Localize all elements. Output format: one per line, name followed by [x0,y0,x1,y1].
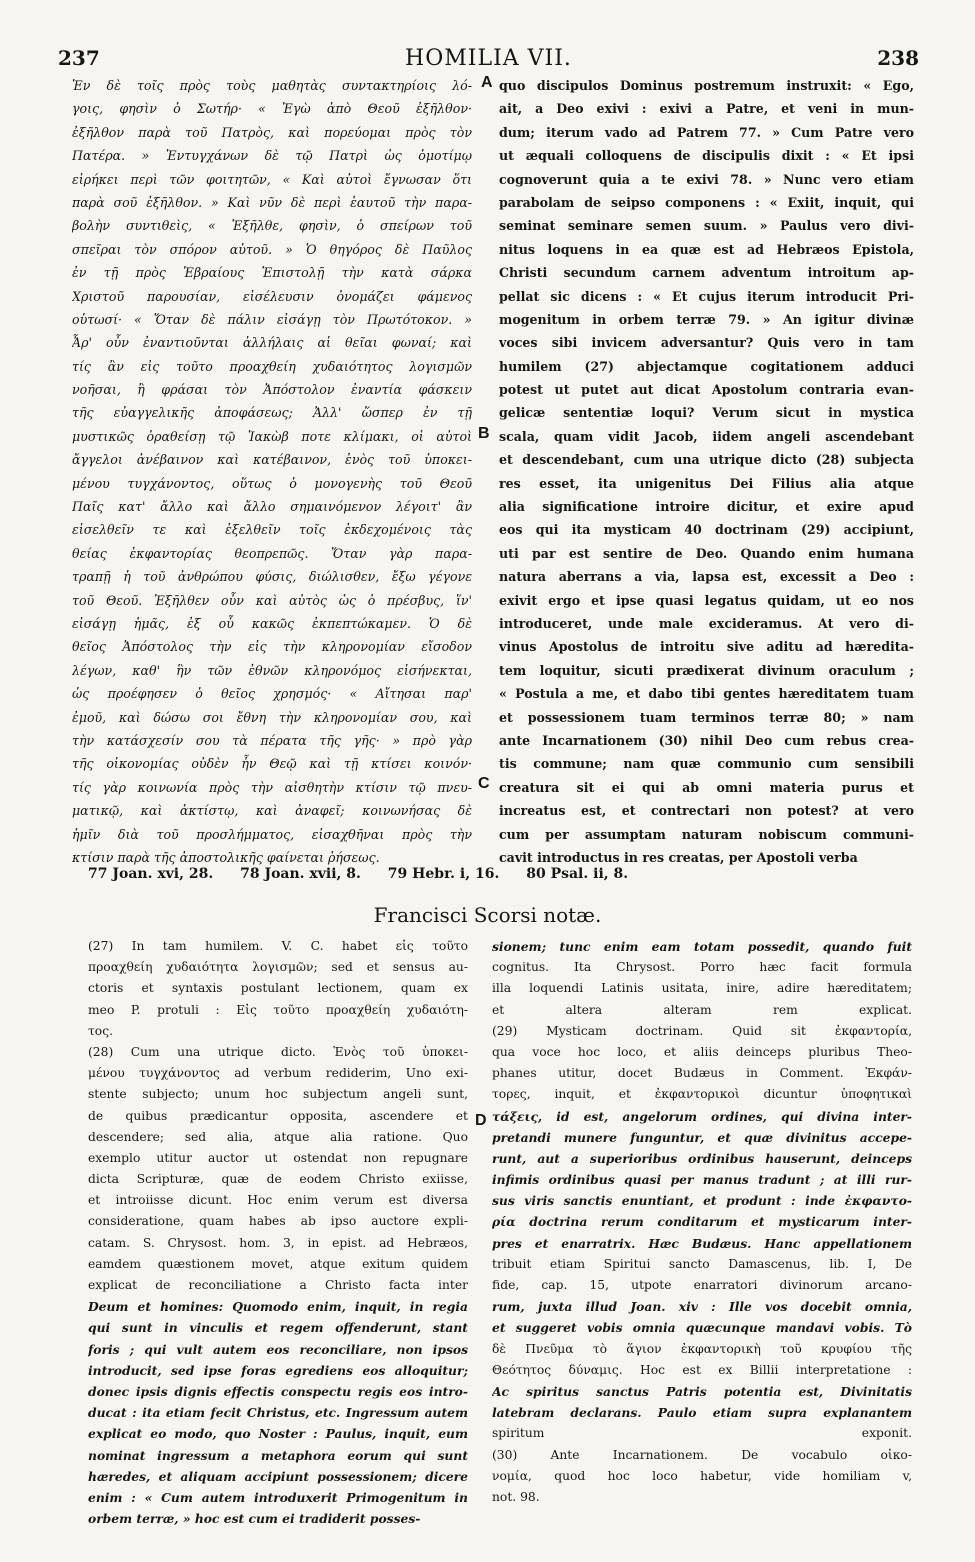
greek-text-line: τίς γὰρ κοινωνία πρὸς τὴν αἰσθητὴν κτίσιν τῷ πνευ- [72,779,472,795]
note-line: donec ipsis dignis effectis conspectu regis eos intro- [88,1383,468,1399]
latin-text-line: potest ut putet aut dicat Apostolum contraria evan- [499,382,914,398]
note-line: nominat ingressum a metaphora eorum qui sunt [88,1447,468,1463]
latin-text-line: scala, quam vidit Jacob, iidem angeli ascendebant [499,428,914,444]
latin-text-column [499,74,914,869]
greek-text-line: Πατέρα. » Ἐντυγχάνων δὲ τῷ Πατρὶ ὡς ὁμοτίμῳ [72,148,472,164]
latin-text-line: cognoverunt quia a te exivi 78. » Nunc vero etiam [499,171,914,187]
latin-text-line: voces sibi invicem adversantur? Quis vero in tam [499,335,914,351]
note-line: exemplo utitur auctor ut ostendat non repugnare [88,1150,468,1165]
note-line: infimis ordinibus quasi per manus tradunt ; at illi rur- [492,1172,912,1188]
margin-letter-c: C [478,775,490,792]
note-line: sionem; tunc enim eam totam possedit, quando fuit [492,939,912,954]
note-line: de quibus prædicantur opposita, ascendere et [88,1108,468,1123]
latin-text-line: mogenitum in orbem terræ 79. » An igitur divinæ [499,311,914,327]
latin-text-line: humilem (27) abjectamque cogitationem adduci [499,358,914,374]
note-line: consideratione, quam habes ab ipso auctore expli- [88,1214,468,1229]
greek-text-column [72,74,472,869]
latin-text-line: exivit ergo et ipse quasi legatus quidam, ut eo nos [499,592,914,608]
greek-text-line: Παῖς κατ' ἄλλο καὶ ἄλλο σημαινόμενον λέγοιτ' ἂν [72,499,472,515]
latin-text-line: introduceret, unde male excideramus. At vero di- [499,615,914,631]
greek-text-line: Ἐν δὲ τοῖς πρὸς τοὺς μαθητὰς συντακτηρίοις λό- [72,78,472,93]
note-line: not. 98. [492,1489,540,1504]
note-line: ctoris et syntaxis postulant lectionem, quam ex [88,981,468,996]
latin-text-line: creatura sit ei qui ab omni materia purus et [499,779,914,795]
note-line: μένου τυγχάνοντος ad verbum rediderim, Uno exi- [88,1066,468,1081]
greek-text-line: τοῦ Θεοῦ. Ἐξῆλθεν οὖν καὶ αὐτὸς ὡς ὁ πρέσβυς, ἵν' [72,592,472,608]
greek-text-line: παρὰ σοῦ ἐξῆλθον. » Καὶ νῦν δὲ περὶ ἑαυτοῦ τὴν παρα- [72,194,472,210]
greek-text-line: τίς ἂν εἰς τοῦτο προαχθείη χυδαιότητος λογισμῶν [72,358,472,374]
note-line: spiritum exponit. [492,1426,912,1441]
note-line: qui sunt in vinculis et regem offenderunt, stant [88,1320,468,1336]
latin-text-line: cum per assumptam naturam nobiscum communi- [499,826,914,842]
note-line: τορες, inquit, et ἐκφαντορικοὶ dicuntur ὑποφητικαὶ [492,1087,912,1102]
greek-text-line: μυστικῶς ὁραθείσῃ τῷ Ἰακὼβ ποτε κλίμακι, οἱ αὐτοὶ [72,428,472,444]
greek-text-line: ὡς προέφησεν ὁ θεῖος χρησμός· « Αἴτησαι παρ' [72,686,472,702]
note-line: qua voce hoc loco, et aliis deinceps pluribus Theo- [492,1044,912,1059]
greek-text-line: τραπῇ ἡ τοῦ ἀνθρώπου φύσις, διώλισθεν, ἔξω γέγονε [72,569,472,585]
margin-letter-b: B [478,425,490,442]
latin-text-line: quo discipulos Dominus postremum instruxit: « Ego, [499,78,914,93]
greek-text-line: ἐμοῦ, καὶ δώσω σοι ἔθνη τὴν κληρονομίαν σου, καὶ [72,709,472,725]
latin-text-line: tem loquitur, sicuti prædixerat divinum oraculum ; [499,662,914,678]
latin-text-line: gelicæ sententiæ loqui? Verum sicut in mystica [499,405,914,421]
note-line: cognitus. Ita Chrysost. Porro hæc facit formula [492,960,912,975]
latin-text-line: natura aberrans a via, lapsa est, excessit a Deo : [499,569,914,585]
latin-text-line: ait, a Deo exivi : exivi a Patre, et veni in mun- [499,101,914,117]
greek-text-line: λέγων, καθ' ἣν τῶν ἐθνῶν κληρονόμος εἰσήνεκται, [72,662,472,678]
note-line: dicta Scripturæ, quæ de eodem Christo exiisse, [88,1172,468,1187]
latin-text-line: nitus loquens in ea quæ est ad Hebræos Epistola, [499,241,914,257]
greek-text-line: Ἆρ' οὖν ἐναντιοῦνται ἀλλήλαις αἱ θεῖαι φωναί; καὶ [72,335,472,351]
footnote-80: 80 Psal. ii, 8. [526,866,629,882]
note-line: τάξεις, id est, angelorum ordines, qui divina inter- [492,1108,912,1124]
note-line: δὲ Πνεῦμα τὸ ἅγιον ἐκφαντορικὴ τοῦ κρυφίου τῆς [492,1341,912,1356]
scripture-footnotes [88,866,908,882]
note-line: Deum et homines: Quomodo enim, inquit, in regia [88,1299,468,1315]
note-line: tribuit etiam Spiritui sancto Damascenus, lib. I, De [492,1256,912,1271]
footnote-78: 78 Joan. xvii, 8. [240,866,361,882]
note-line: (27) In tam humilem. V. C. habet εἰς τοῦτο [88,939,468,953]
notes-right-column [492,936,912,1508]
greek-text-line: νοῆσαι, ἢ φράσαι τὸν Ἀπόστολον ἐναντία φάσκειν [72,382,472,398]
note-line: Θεότητος δύναμις. Hoc est ex Billii interpretatione : [492,1362,912,1377]
latin-text-line: alia significatione introire dicitur, et exire apud [499,499,914,515]
greek-text-line: εἰσάγῃ ἡμᾶς, ἐξ οὗ κακῶς ἐκπεπτώκαμεν. Ὁ δὲ [72,615,472,631]
note-line: hæredes, et aliquam accipiunt possessionem; dicere [88,1468,468,1484]
latin-text-line: « Postula a me, et dabo tibi gentes hæreditatem tuam [499,686,914,702]
note-line: pretandi munere funguntur, et quæ divinitus accepe- [492,1129,912,1145]
note-line: runt, aut a superioribus ordinibus hauserunt, deinceps [492,1150,912,1166]
note-line: sus viris sanctis enuntiant, et produnt : inde ἐκφαντο- [492,1193,912,1209]
greek-text-line: βολὴν συντιθεὶς, « Ἐξῆλθε, φησὶν, ὁ σπείρων τοῦ [72,218,472,234]
note-line: (30) Ante Incarnationem. De vocabulo οἰκο- [492,1447,912,1462]
note-line: νομία, quod hoc loco habetur, vide homiliam v, [492,1468,912,1483]
note-line: Ac spiritus sanctus Patris potentia est, Divinitatis [492,1383,912,1399]
note-line: et introiisse dicunt. Hoc enim verum est diversa [88,1193,468,1208]
note-line: (29) Mysticam doctrinam. Quid sit ἐκφαντορία, [492,1023,912,1038]
greek-text-line: τῆς εὐαγγελικῆς ἀποφάσεως; Ἀλλ' ὥσπερ ἐν τῇ [72,405,472,421]
greek-text-line: ἄγγελοι ἀνέβαινον καὶ κατέβαινον, ἑνὸς τοῦ ὑποκει- [72,452,472,468]
margin-letter-d: D [475,1112,487,1129]
greek-text-line: ἡμῖν διὰ τοῦ προσλήμματος, εἰσαχθῆναι πρὸς τὴν [72,826,472,842]
latin-text-line: res esset, ita unigenitus Dei Filius alia atque [499,475,914,491]
latin-text-line: ante Incarnationem (30) nihil Deo cum rebus crea- [499,732,914,748]
greek-text-line: ματικῷ, καὶ ἀκτίστῳ, καὶ ἀναφεῖ; κοινωνήσας δὲ [72,803,472,819]
note-line: fide, cap. 15, utpote enarratori divinorum arcano- [492,1278,912,1292]
latin-text-line: parabolam de seipso componens : « Exiit, inquit, qui [499,194,914,210]
note-line: stente subjecto; unum hoc subjectum angeli sunt, [88,1087,468,1102]
greek-text-line: τὴν κατάσχεσίν σου τὰ πέρατα τῆς γῆς· » πρὸ γὰρ [72,732,472,748]
greek-text-line: Χριστοῦ παρουσίαν, εἰσέλευσιν ὀνομάζει φάμενος [72,288,472,304]
note-line: catam. S. Chrysost. hom. 3, in epist. ad Hebræos, [88,1235,468,1250]
note-line: phanes utitur, docet Budæus in Comment. Ἐκφάν- [492,1066,912,1081]
latin-text-line: et descendebant, cum una utrique dicto (28) subjecta [499,452,914,468]
note-line: introducit, sed ipse foras egrediens eos alloquitur; [88,1362,468,1378]
greek-text-line: εἰρήκει περὶ τῶν φοιτητῶν, « Καὶ αὐτοὶ ἔγνωσαν ὅτι [72,171,472,187]
running-header [58,46,919,72]
latin-text-line: pellat sic dicens : « Et cujus iterum introducit Pri- [499,288,914,304]
note-line: pres et enarratrix. Hæc Budæus. Hanc appellationem [492,1235,912,1251]
latin-text-line: tis commune; nam quæ communio cum sensibili [499,756,914,772]
note-line: illa loquendi Latinis usitata, inire, adire hæreditatem; [492,981,912,996]
greek-text-line: ἐξῆλθον παρὰ τοῦ Πατρὸς, καὶ πορεύομαι πρὸς τὸν [72,124,472,140]
latin-text-line: eos qui ita mysticam 40 doctrinam (29) accipiunt, [499,522,914,538]
latin-text-line: uti par est sentire de Deo. Quando enim humana [499,545,914,561]
note-line: ducat : ita etiam fecit Christus, etc. Ingressum autem [88,1405,468,1421]
greek-text-line: τῆς οἰκονομίας οὐδὲν ἦν Θεῷ καὶ τῇ κτίσει κοινόν· [72,756,472,772]
note-line: et suggeret vobis omnia quæcunque mandavi vobis. Τὸ [492,1320,912,1336]
note-line: (28) Cum una utrique dicto. Ἑνὸς τοῦ ὑποκει- [88,1044,468,1059]
running-title: HOMILIA VII. [405,46,572,71]
greek-text-line: θείας ἐκφαντορίας θεοπρεπῶς. Ὅταν γὰρ παρα- [72,545,472,561]
margin-letter-a: A [481,74,493,91]
latin-text-line: et possessionem tuam terminos terræ 80; » nam [499,709,914,725]
latin-text-line: Christi secundum carnem adventum introitum ap- [499,265,914,281]
note-line: rum, juxta illud Joan. xiv : Ille vos docebit omnia, [492,1299,912,1315]
greek-text-line: θεῖος Ἀπόστολος τὴν εἰς τὴν κληρονομίαν εἴσοδον [72,639,472,655]
greek-text-line: μένου τυγχάνοντος, οὕτως ὁ μονογενὴς τοῦ Θεοῦ [72,475,472,491]
footnote-79: 79 Hebr. i, 16. [387,866,500,882]
latin-text-line: ut æquali colloquens de discipulis dixit : « Et ipsi [499,148,914,164]
notes-left-column [88,936,468,1529]
page-number-left: 237 [58,46,100,70]
note-line: προαχθείη χυδαιότητα λογισμῶν; sed et sensus au- [88,960,468,975]
greek-text-line: γοις, φησὶν ὁ Σωτήρ· « Ἐγὼ ἀπὸ Θεοῦ ἐξῆλθον· [72,101,472,117]
note-line: eamdem quæstionem movet, atque exitum quidem [88,1256,468,1271]
note-line: foris ; qui vult autem eos reconciliare, non ipsos [88,1341,468,1357]
greek-text-line: σπεῖραι τὸν σπόρον αὐτοῦ. » Ὁ θηγόρος δὲ Παῦλος [72,241,472,257]
footnote-77: 77 Joan. xvi, 28. [88,866,214,882]
latin-text-line: vinus Apostolus de introitu sive aditu ad hæredita- [499,639,914,655]
greek-text-line: κτίσιν παρὰ τῆς ἀποστολικῆς φαίνεται ῥήσεως. [72,849,380,865]
latin-text-line: seminat seminare semen suum. » Paulus vero divi- [499,218,914,234]
latin-text-line: increatus est, et contrectari non potest? at vero [499,803,914,819]
note-line: explicat eo modo, quo Noster : Paulus, inquit, eum [88,1426,468,1442]
greek-text-line: οὑτωσί· « Ὅταν δὲ πάλιν εἰσάγῃ τὸν Πρωτότοκον. » [72,311,472,327]
latin-text-line: cavit introductus in res creatas, per Apostoli verba [499,849,858,865]
note-line: explicat de reconciliatione a Christo facta inter [88,1278,468,1292]
latin-text-line: dum; iterum vado ad Patrem 77. » Cum Patre vero [499,124,914,140]
greek-text-line: εἰσελθεῖν τε καὶ ἐξελθεῖν τοῖς ἐκδεχομένοις τὰς [72,522,472,538]
greek-text-line: ἐν τῇ πρὸς Ἑβραίους Ἐπιστολῇ τὴν κατὰ σάρκα [72,265,472,281]
note-line: meo P. protuli : Εἰς τοῦτο προαχθείη χυδαιότη- [88,1002,468,1017]
notes-heading: Francisci Scorsi notæ. [373,903,602,927]
note-line: τος. [88,1023,114,1038]
note-line: ρία doctrina rerum conditarum et mysticarum inter- [492,1214,912,1230]
note-line: descendere; sed alia, atque alia ratione. Quo [88,1129,468,1144]
page-number-right: 238 [877,46,919,70]
note-line: orbem terræ, » hoc est cum ei tradiderit posses- [88,1511,421,1527]
note-line: enim : « Cum autem introduxerit Primogenitum in [88,1489,468,1505]
note-line: et altera alteram rem explicat. [492,1002,912,1017]
note-line: latebram declarans. Paulo etiam supra explanantem [492,1405,912,1421]
